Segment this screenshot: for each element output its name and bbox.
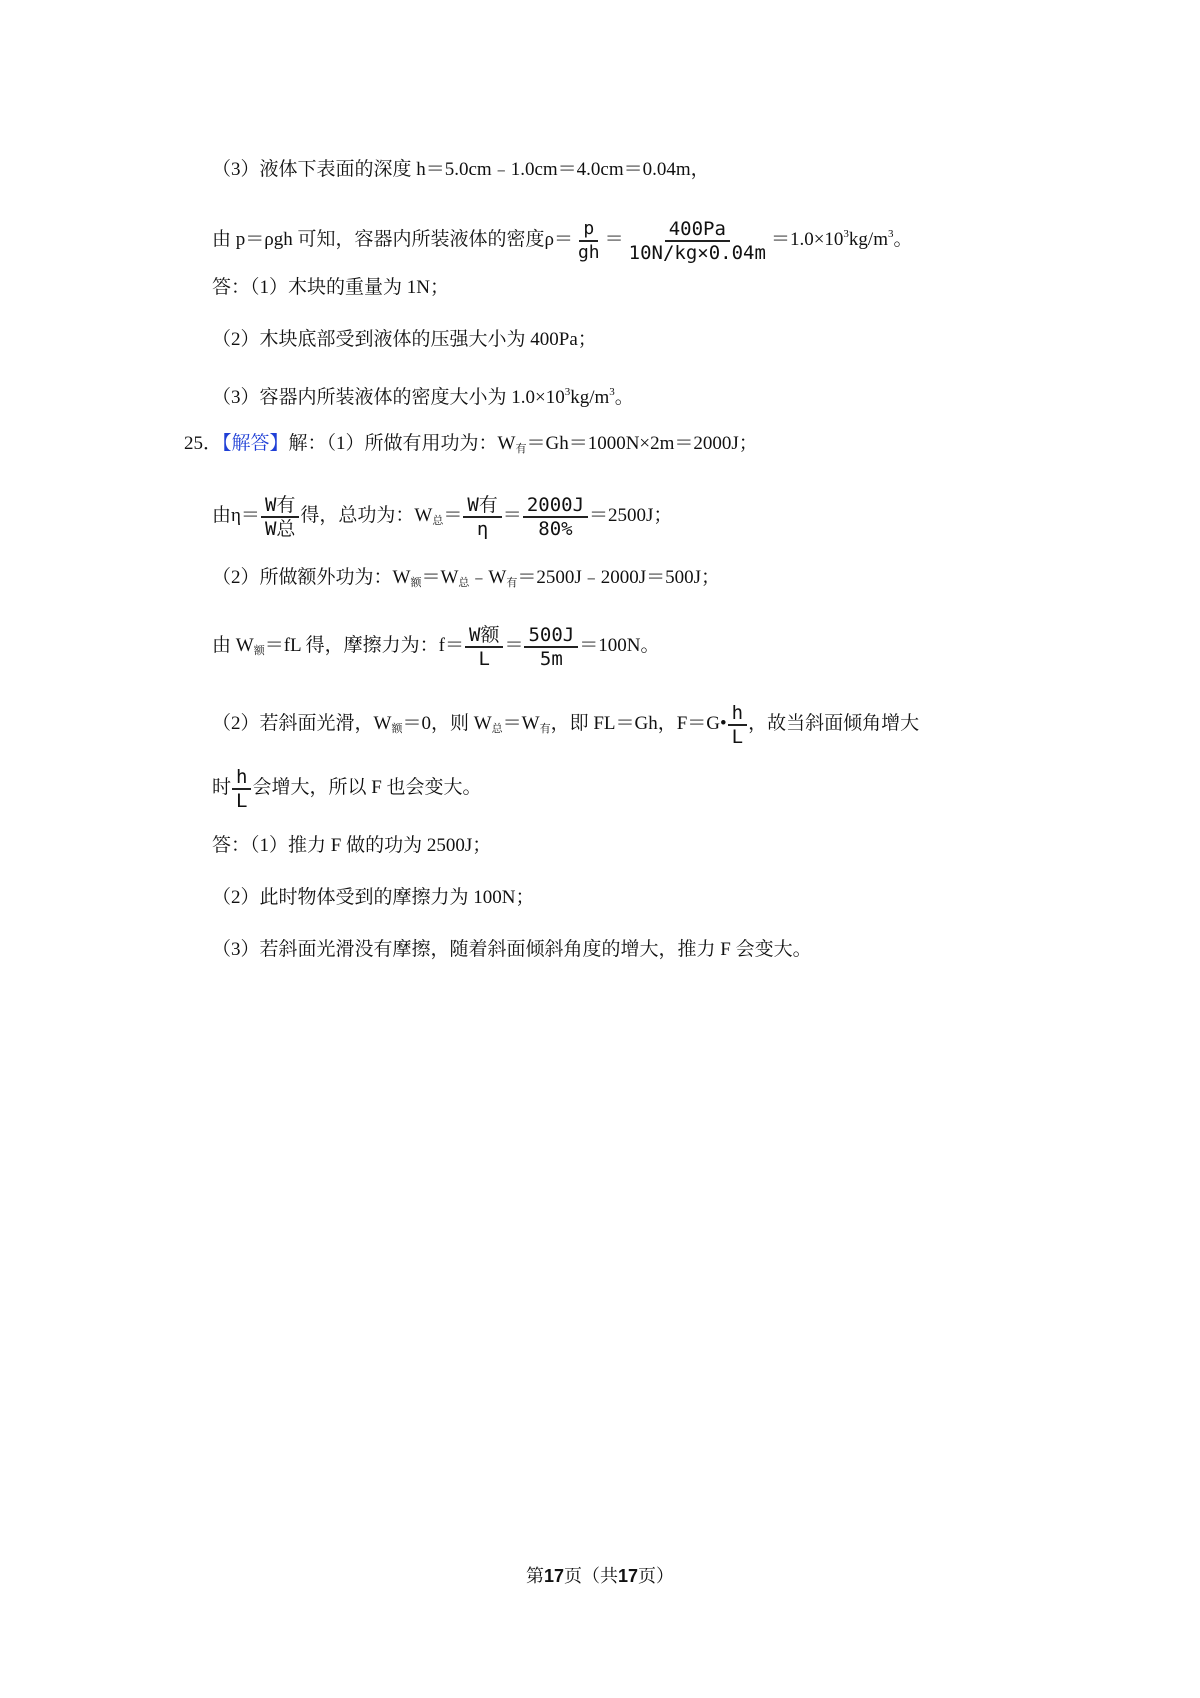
q25-answer-1: 答：（1）推力 F 做的功为 2500J； bbox=[212, 835, 492, 856]
fraction-2000j-80: $\frac{2000J}{80\%}$ bbox=[523, 494, 588, 540]
q25-smooth-slope-line: （2）若斜面光滑，$W_额=0$，则 $W_总=W_有$，即 FL＝Gh，F＝G• $\frac{h}{L}$ ，故当斜面倾角增大 bbox=[212, 701, 920, 748]
q25-total-work-formula: 由η＝ $\frac{\text{W有}}{\text{W总}}$ 得，总功为：$W_总=$ $\frac{\text{W有}}{\eta}$ ＝ $\frac{2000J}{80\%}$ ＝2500J； bbox=[212, 493, 673, 540]
q24-density-formula: 由 p＝ρgh 可知，容器内所装液体的密度ρ＝ $\frac{p}{gh}$ ＝ $\frac{400Pa}{10N/kg\times 0.04m}$ $=1.0\times 10^3kg/m^3$。 bbox=[212, 217, 913, 264]
fraction-400pa: $\frac{400Pa}{10N/kg\times 0.04m}$ bbox=[628, 217, 766, 264]
page-total: 17 bbox=[618, 1566, 639, 1586]
question-number: 25． bbox=[184, 433, 223, 454]
fraction-h-over-l-2: $\frac{h}{L}$ bbox=[232, 766, 251, 812]
q24-part3-line: （3）液体下表面的深度 h＝5.0cm﹣1.0cm＝4.0cm＝0.04m， bbox=[212, 159, 710, 180]
q24-answer-3: （3）容器内所装液体的密度大小为 $1.0\times 10^3kg/m^3$。 bbox=[212, 386, 634, 408]
q25-conclusion-line: 时 $\frac{h}{L}$ 会增大，所以 F 也会变大。 bbox=[212, 765, 482, 812]
q24-answer-2: （2）木块底部受到液体的压强大小为 400Pa； bbox=[212, 329, 597, 350]
fraction-h-over-l: $\frac{h}{L}$ bbox=[728, 702, 747, 748]
page-footer: 第17页（共17页） bbox=[525, 1566, 675, 1586]
q25-friction-formula: 由 $W_额=fL$ 得，摩擦力为：f＝ $\frac{\text{W额}}{L}$ ＝ $\frac{500J}{5m}$ ＝100N。 bbox=[212, 623, 660, 670]
fraction-w-over-eta: $\frac{\text{W有}}{\eta}$ bbox=[463, 494, 501, 540]
q24-answer-1: 答：（1）木块的重量为 1N； bbox=[212, 277, 449, 298]
page-number: 17 bbox=[543, 1566, 564, 1586]
answer-tag: 【解答】 bbox=[222, 433, 289, 454]
fraction-500j-5m: $\frac{500J}{5m}$ bbox=[524, 624, 578, 670]
q25-line-1: 25．【解答】解：（1）所做有用功为：$W_有=Gh=1000N\times 2m=2000J$； bbox=[184, 433, 758, 455]
fraction-efficiency: $\frac{\text{W有}}{\text{W总}}$ bbox=[261, 494, 299, 540]
q25-answer-3: （3）若斜面光滑没有摩擦，随着斜面倾斜角度的增大，推力 F 会变大。 bbox=[212, 939, 812, 960]
q25-answer-2: （2）此时物体受到的摩擦力为 100N； bbox=[212, 887, 535, 908]
fraction-p-over-gh: $\frac{p}{gh}$ bbox=[577, 217, 600, 263]
fraction-wextra-over-l: $\frac{\text{W额}}{L}$ bbox=[465, 624, 503, 670]
q25-extra-work-line: （2）所做额外功为：$W_额=W_总﹣W_有=2500J﹣2000J=500J$； bbox=[212, 567, 720, 589]
